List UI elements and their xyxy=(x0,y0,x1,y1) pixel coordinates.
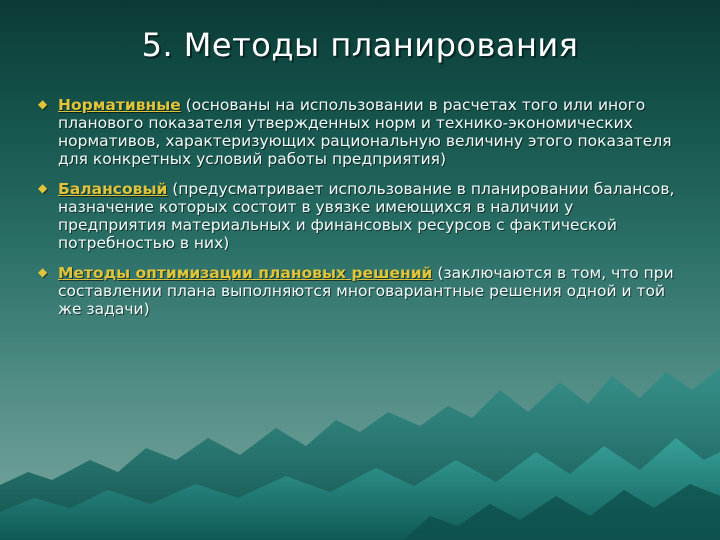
method-description: (предусматривает использование в планировании балансов, назначение которых состоит в увязке имеющихся в наличии у предприятия материальных и финансовых ресурсов с фактической потребностью в них) xyxy=(58,180,675,252)
diamond-bullet-icon: ◆ xyxy=(38,265,48,279)
diamond-bullet-icon: ◆ xyxy=(38,97,48,111)
slide-title: 5. Методы планирования xyxy=(141,26,579,64)
method-description: (основаны на использовании в расчетах того или иного планового показателя утвержденных норм и технико-экономических нормативов, характеризующих рациональную величину этого показателя для конкретных условий работы предприятия) xyxy=(58,96,672,168)
method-description: (заключаются в том, что при составлении плана выполняются многовариантные решения одной и той же задачи) xyxy=(58,264,674,318)
method-term: Балансовый xyxy=(58,180,168,198)
list-item xyxy=(38,96,678,168)
list-item xyxy=(38,180,678,252)
diamond-bullet-icon: ◆ xyxy=(38,181,48,195)
mountains-decoration xyxy=(0,320,720,540)
list-item xyxy=(38,264,678,318)
method-term: Методы оптимизации плановых решений xyxy=(58,264,433,282)
method-term: Нормативные xyxy=(58,96,181,114)
methods-list xyxy=(38,96,678,330)
